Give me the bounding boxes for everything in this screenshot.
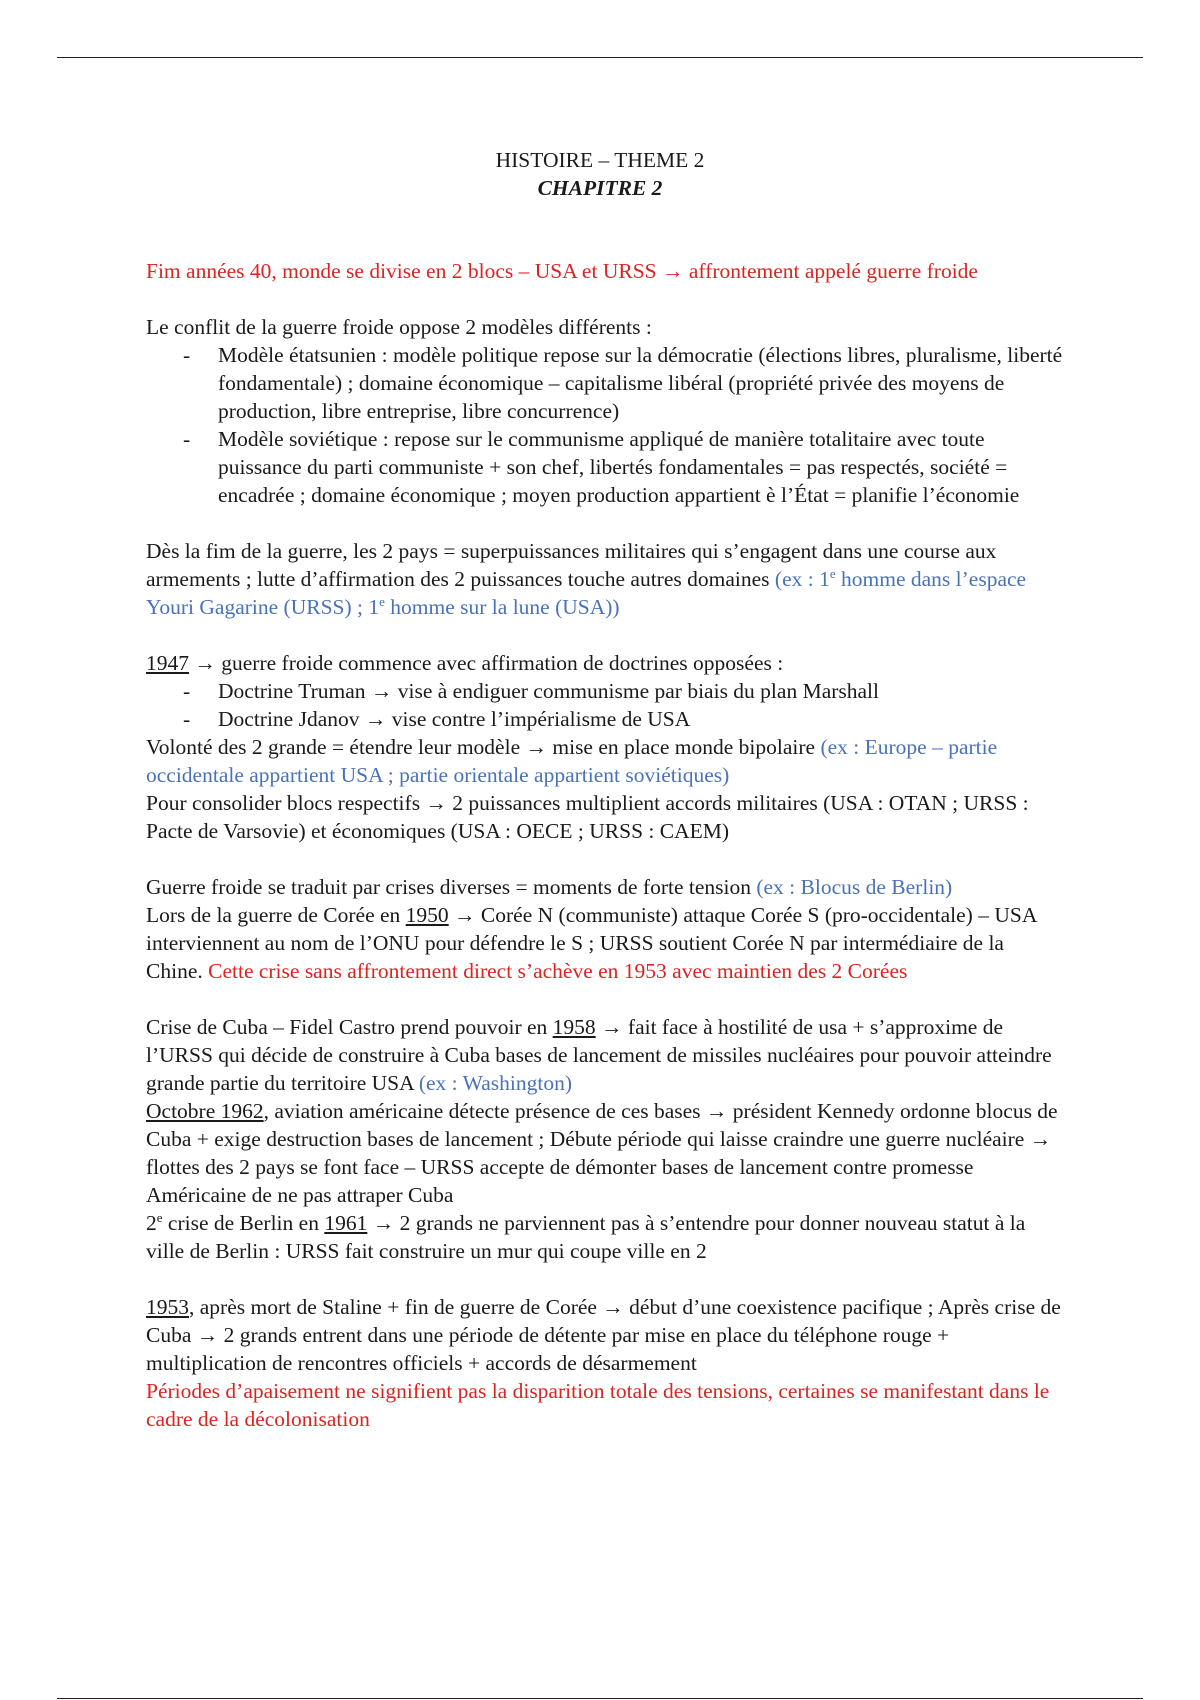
coree-text: Lors de la guerre de Corée en <box>146 903 406 927</box>
list-item: - Modèle étatsunien : modèle politique repose sur la démocratie (élections libres, pluralisme, liberté fondamentale) ; domaine économique – capitalisme libéral (propriété privée des moyens de production, libre entreprise, libre concurrence) <box>146 341 1066 425</box>
document-title: HISTOIRE – THEME 2 <box>495 148 705 172</box>
crises-text: Guerre froide se traduit par crises diverses = moments de forte tension <box>146 875 757 899</box>
doctrines-lead <box>146 649 1066 677</box>
superpowers-paragraph <box>146 537 1066 621</box>
example-part: homme sur la lune (USA)) <box>384 595 620 619</box>
crises-paragraph <box>146 873 1066 901</box>
document-body <box>146 257 1066 1461</box>
year-1953: 1953 <box>146 1295 189 1319</box>
year-1950: 1950 <box>405 903 449 927</box>
berlin-text: → 2 grands ne parviennent pas à s’entendre pour donner nouveau statut à la ville de Berlin : URSS fait construire un mur qui coupe ville en 2 <box>146 1211 1026 1263</box>
cuba-text: Crise de Cuba – Fidel Castro prend pouvoir en <box>146 1015 553 1039</box>
document-header <box>0 146 1200 202</box>
coree-conclusion: Cette crise sans affrontement direct s’achève en 1953 avec maintien des 2 Corées <box>208 959 908 983</box>
berlin-text: crise de Berlin en <box>162 1211 325 1235</box>
berlin-paragraph <box>146 1209 1066 1265</box>
chapter-title: CHAPITRE 2 <box>537 176 663 200</box>
detente-text: , après mort de Staline + fin de guerre de Corée → début d’une coexistence pacifique ; Après crise de Cuba → 2 grands entrent dans une période de détente par mise en place du téléphone rouge + multiplication de rencontres officiels + accords de désarmement <box>146 1295 1061 1375</box>
superscript: e <box>156 1209 163 1225</box>
crises-example: (ex : Blocus de Berlin) <box>756 875 953 899</box>
berlin-text: 2 <box>146 1211 157 1235</box>
models-list <box>146 341 1066 509</box>
coree-text: → Corée N (communiste) attaque Corée S (pro-occidentale) – USA interviennent au nom de l’ONU pour défendre le S ; URSS soutient Corée N par intermédiaire de la Chine. <box>146 903 1037 983</box>
volonte-paragraph <box>146 733 1066 789</box>
volonte-example: (ex : Europe – partie occidentale appartient USA ; partie orientale appartient soviétiques) <box>146 735 998 787</box>
detente-conclusion: Périodes d’apaisement ne signifient pas la disparition totale des tensions, certaines se manifestant dans le cadre de la décolonisation <box>146 1379 1050 1431</box>
example-part: homme dans l’espace Youri Gagarine (URSS) ; 1 <box>146 567 1027 619</box>
list-item: - Doctrine Jdanov → vise contre l’impérialisme de USA <box>146 705 1066 733</box>
blocs-paragraph: Pour consolider blocs respectifs → 2 puissances multiplient accords militaires (USA : OTAN ; URSS : Pacte de Varsovie) et économiques (USA : OECE ; URSS : CAEM) <box>146 791 1029 843</box>
superscript: e <box>829 565 836 581</box>
year-1961: 1961 <box>324 1211 368 1235</box>
cuba-text: , aviation américaine détecte présence de ces bases → président Kennedy ordonne blocus de Cuba + exige destruction bases de lancement ; Débute période qui laisse craindre une guerre nucléaire → flottes des 2 pays se font face – URSS accepte de démonter bases de lancement contre promesse Américaine de ne pas attraper Cuba <box>146 1099 1058 1207</box>
list-item: - Modèle soviétique : repose sur le communisme appliqué de manière totalitaire avec toute puissance du parti communiste + son chef, libertés fondamentales = pas respectés, société = encadrée ; domaine économique ; moyen production appartient è l’État = planifie l’économie <box>146 425 1066 509</box>
superscript: e <box>379 593 385 609</box>
superpowers-text: Dès la fim de la guerre, les 2 pays = superpuissances militaires qui s’engagent dans une course aux armements ; lutte d’affirmation des 2 puissances touche autres domaines <box>146 539 997 591</box>
bottom-rule <box>57 1698 1143 1699</box>
coree-paragraph <box>146 901 1066 985</box>
year-1958: 1958 <box>552 1015 596 1039</box>
doctrines-lead-text: → guerre froide commence avec affirmation de doctrines opposées : <box>189 651 784 675</box>
doctrines-list <box>146 677 1066 733</box>
cuba-example: (ex : Washington) <box>418 1071 572 1095</box>
volonte-text: Volonté des 2 grande = étendre leur modèle → mise en place monde bipolaire <box>146 735 821 759</box>
date-october-1962: Octobre 1962 <box>146 1099 264 1123</box>
year-1947: 1947 <box>146 651 189 675</box>
intro-paragraph: Fim années 40, monde se divise en 2 blocs – USA et URSS → affrontement appelé guerre froide <box>146 259 978 283</box>
cuba-text: → fait face à hostilité de usa + s’approxime de l’URSS qui décide de construire à Cuba bases de lancement de missiles nucléaires pour pouvoir atteindre grande partie du territoire USA <box>146 1015 1052 1095</box>
cuba-paragraph <box>146 1013 1066 1209</box>
top-rule <box>57 57 1143 58</box>
example-part: (ex : 1 <box>774 567 830 591</box>
detente-paragraph <box>146 1293 1066 1377</box>
conflict-lead: Le conflit de la guerre froide oppose 2 modèles différents : <box>146 315 652 339</box>
list-item: - Doctrine Truman → vise à endiguer communisme par biais du plan Marshall <box>146 677 1066 705</box>
